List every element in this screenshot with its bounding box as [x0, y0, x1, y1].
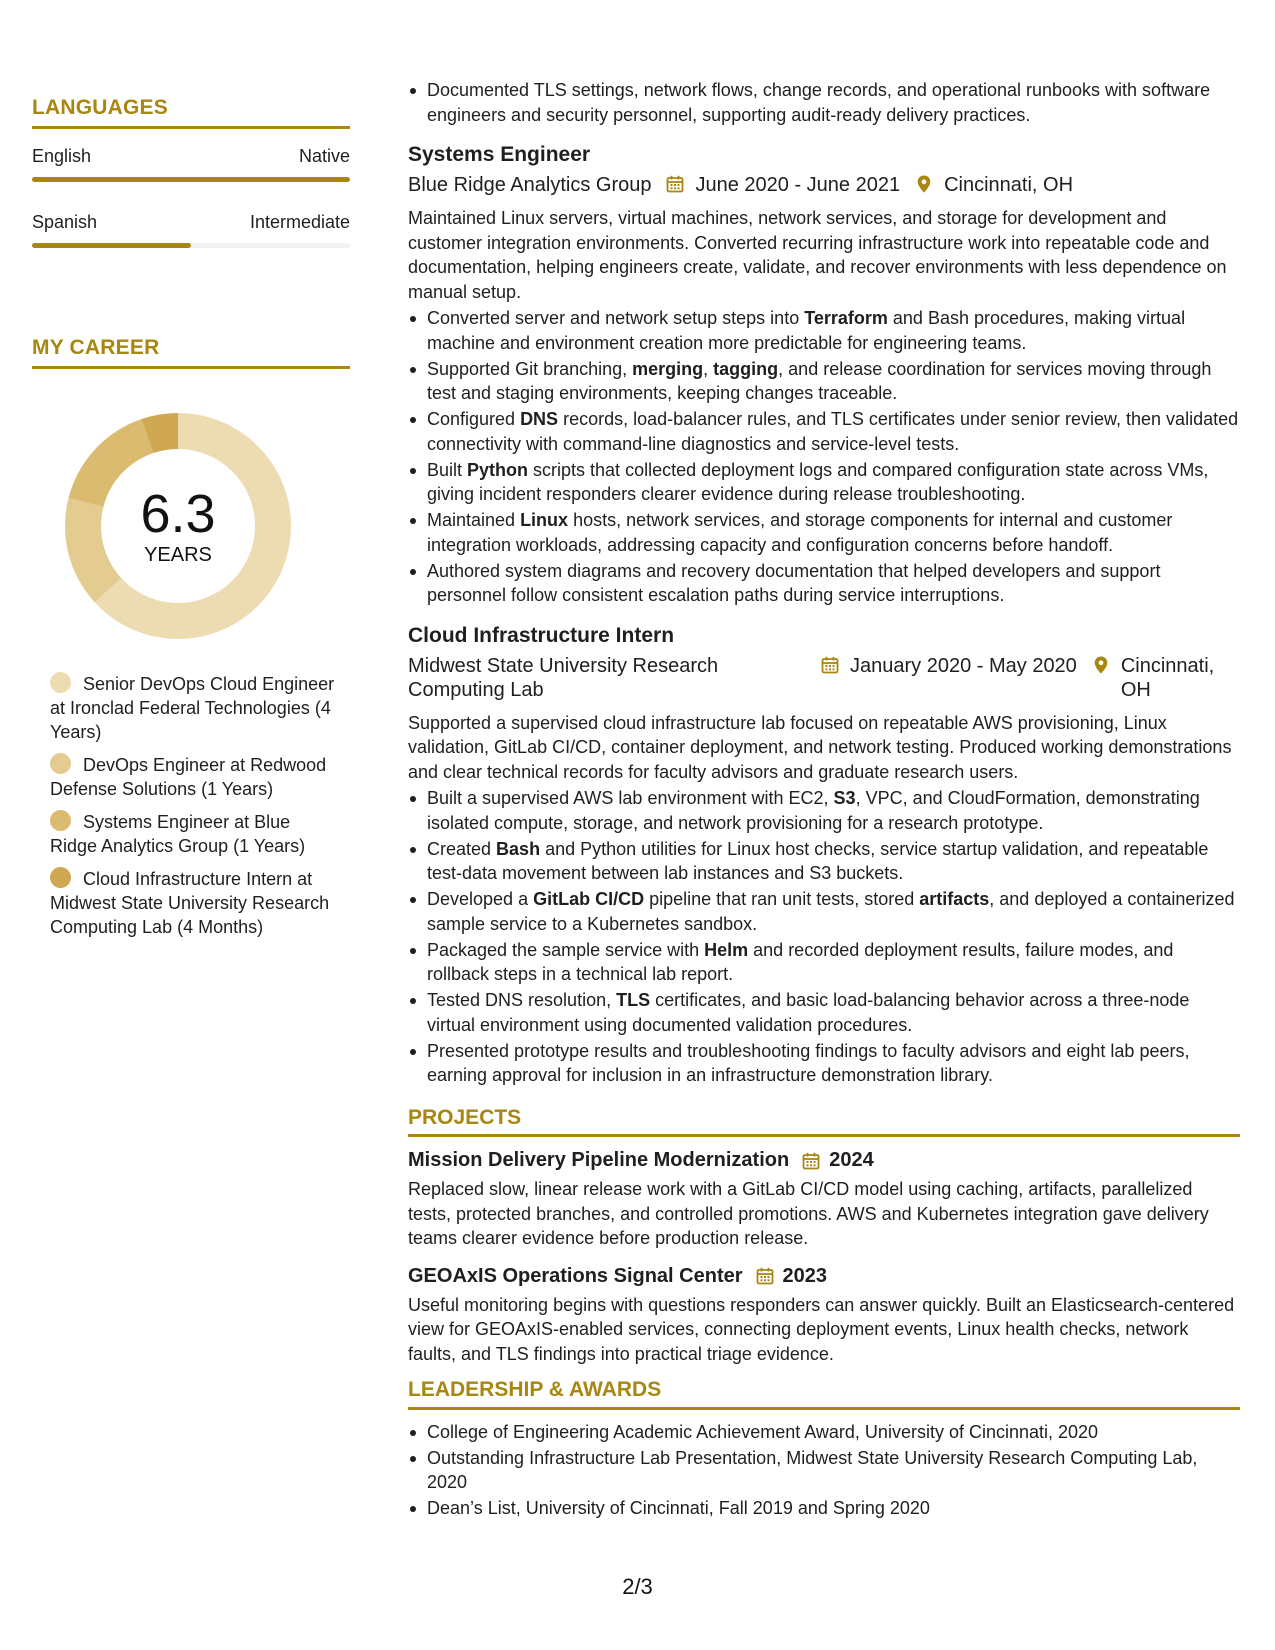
- bullet-item: Documented TLS settings, network flows, change records, and operational runbooks with software engineers and security personnel, supporting audit-ready delivery practices.: [408, 78, 1240, 127]
- job-location-text: Cincinnati, OH: [1120, 654, 1215, 701]
- leadership-list: [408, 1420, 1240, 1521]
- career-heading: MY CAREER: [32, 336, 350, 369]
- job-entry: [408, 141, 1240, 608]
- job-location: [1077, 654, 1233, 702]
- language-name: Spanish: [32, 212, 98, 232]
- job-location: [900, 173, 1073, 197]
- legend-dot: [50, 867, 71, 888]
- career-legend-item: [50, 867, 340, 939]
- company-name: Midwest State University Research Computing Lab: [408, 654, 719, 701]
- leadership-heading: LEADERSHIP & AWARDS: [408, 1378, 1240, 1410]
- career-legend-item: [50, 753, 340, 801]
- job-description: Maintained Linux servers, virtual machines, network services, and storage for development and customer integration environments. Converted recurring infrastructure work into repeatable code and documentation, helping engineers create, validate, and recover environments with less dependence on manual setup.: [408, 208, 1227, 302]
- calendar-icon: [801, 1151, 821, 1171]
- company-name: Blue Ridge Analytics Group: [408, 174, 652, 196]
- award-item: College of Engineering Academic Achievement Award, University of Cincinnati, 2020: [408, 1420, 1240, 1445]
- award-item: Outstanding Infrastructure Lab Presentation, Midwest State University Research Computing Lab, 2020: [408, 1446, 1240, 1495]
- legend-dot: [50, 753, 71, 774]
- language-item: [32, 212, 350, 248]
- legend-label: Senior DevOps Cloud Engineer at Ironclad Federal Technologies (4 Years): [50, 674, 335, 742]
- bullet-item: Built a supervised AWS lab environment with EC2, S3, VPC, and CloudFormation, demonstrating isolated compute, storage, and network provisioning for a research prototype.: [408, 786, 1240, 835]
- job-meta: [408, 173, 1240, 197]
- bullet-item: Tested DNS resolution, TLS certificates, and basic load-balancing behavior across a three-node virtual environment using documented validation procedures.: [408, 988, 1240, 1037]
- job-description: Supported a supervised cloud infrastructure lab focused on repeatable AWS provisioning, Linux validation, GitLab CI/CD, container deployment, and network testing. Produced working demonstrations and clear technical records for faculty advisors and graduate research users.: [408, 712, 1232, 782]
- project-name: Mission Delivery Pipeline Modernization: [408, 1149, 790, 1171]
- bullet-item: Authored system diagrams and recovery documentation that helped developers and support personnel follow consistent escalation paths during service interruptions.: [408, 559, 1240, 608]
- languages-heading: LANGUAGES: [32, 96, 350, 129]
- project-entry: [408, 1147, 1240, 1251]
- project-name: GEOAxIS Operations Signal Center: [408, 1264, 743, 1287]
- project-title-row: [408, 1263, 1240, 1289]
- job-dates-text: January 2020 - May 2020: [850, 654, 1077, 677]
- job-title: Cloud Infrastructure Intern: [408, 623, 675, 647]
- legend-dot: [50, 672, 71, 693]
- job-dates: [651, 173, 900, 197]
- job-dates-text: June 2020 - June 2021: [695, 174, 901, 196]
- legend-dot: [50, 810, 71, 831]
- job-bullets: [408, 306, 1240, 608]
- career-total-years: 6.3: [140, 484, 216, 544]
- job-title: Systems Engineer: [408, 143, 591, 166]
- proficiency-fill: [32, 243, 191, 248]
- career-years-label: YEARS: [144, 544, 212, 566]
- carryover-bullets: [408, 78, 1240, 127]
- bullet-item: Supported Git branching, merging, tagging, and release coordination for services moving through test and staging environments, keeping changes traceable.: [408, 357, 1240, 406]
- bullet-item: Built Python scripts that collected deployment logs and compared configuration state across VMs, giving incident responders clearer evidence during release troubleshooting.: [408, 458, 1240, 507]
- project-year: 2024: [829, 1149, 874, 1171]
- proficiency-bar: [32, 243, 350, 248]
- job-bullets: [408, 786, 1240, 1088]
- job-meta: [408, 654, 1240, 702]
- project-description: Useful monitoring begins with questions responders can answer quickly. Built an Elasticsearch-centered view for GEOAxIS-enabled services, connecting deployment events, Linux health checks, network faults, and TLS findings into practical triage evidence.: [408, 1294, 1235, 1364]
- location-pin-icon: [1091, 655, 1111, 675]
- proficiency-fill: [32, 177, 350, 182]
- calendar-icon: [665, 174, 685, 194]
- award-item: Dean’s List, University of Cincinnati, Fall 2019 and Spring 2020: [408, 1496, 1240, 1521]
- project-title-row: [408, 1147, 1240, 1173]
- career-donut-chart: [65, 413, 291, 639]
- proficiency-bar: [32, 177, 350, 182]
- projects-heading: PROJECTS: [408, 1106, 1240, 1138]
- language-item: [32, 146, 350, 182]
- calendar-icon: [755, 1266, 775, 1286]
- bullet-item: Converted server and network setup steps into Terraform and Bash procedures, making virtual machine and environment creation more predictable for engineering teams.: [408, 306, 1240, 355]
- language-name: English: [32, 146, 92, 166]
- career-legend-item: [50, 810, 340, 858]
- project-year: 2023: [782, 1264, 828, 1287]
- project-description: Replaced slow, linear release work with a GitLab CI/CD model using caching, artifacts, parallelized tests, protected branches, and controlled promotions. AWS and Kubernetes integration gave delivery teams clearer evidence before production release.: [408, 1179, 1209, 1248]
- bullet-item: Packaged the sample service with Helm and recorded deployment results, failure modes, and rollback steps in a technical lab report.: [408, 938, 1240, 987]
- bullet-item: Configured DNS records, load-balancer rules, and TLS certificates under senior review, then validated connectivity with command-line diagnostics and service-level tests.: [408, 407, 1240, 456]
- location-pin-icon: [914, 174, 934, 194]
- legend-label: Cloud Infrastructure Intern at Midwest State University Research Computing Lab (4 Months): [50, 869, 330, 937]
- job-location-text: Cincinnati, OH: [944, 174, 1074, 196]
- calendar-icon: [820, 655, 840, 675]
- job-dates: [806, 654, 1077, 678]
- language-level: Native: [298, 146, 350, 166]
- bullet-item: Presented prototype results and troubleshooting findings to faculty advisors and eight lab peers, earning approval for inclusion in an infrastructure demonstration library.: [408, 1039, 1240, 1088]
- career-legend-item: [50, 672, 340, 744]
- legend-label: Systems Engineer at Blue Ridge Analytics Group (1 Years): [50, 812, 306, 856]
- job-entry: [408, 622, 1240, 1088]
- page-number: 2/3: [622, 1574, 653, 1599]
- language-level: Intermediate: [249, 212, 350, 232]
- bullet-item: Developed a GitLab CI/CD pipeline that ran unit tests, stored artifacts, and deployed a containerized sample service to a Kubernetes sandbox.: [408, 887, 1240, 936]
- career-legend: [50, 672, 340, 948]
- right-column: [408, 78, 1240, 1522]
- legend-label: DevOps Engineer at Redwood Defense Solutions (1 Years): [50, 755, 327, 799]
- bullet-item: Created Bash and Python utilities for Linux host checks, service startup validation, and repeatable test-data movement between lab instances and S3 buckets.: [408, 837, 1240, 886]
- project-entry: [408, 1263, 1240, 1367]
- bullet-item: Maintained Linux hosts, network services, and storage components for internal and customer integration workloads, addressing capacity and configuration concerns before handoff.: [408, 508, 1240, 557]
